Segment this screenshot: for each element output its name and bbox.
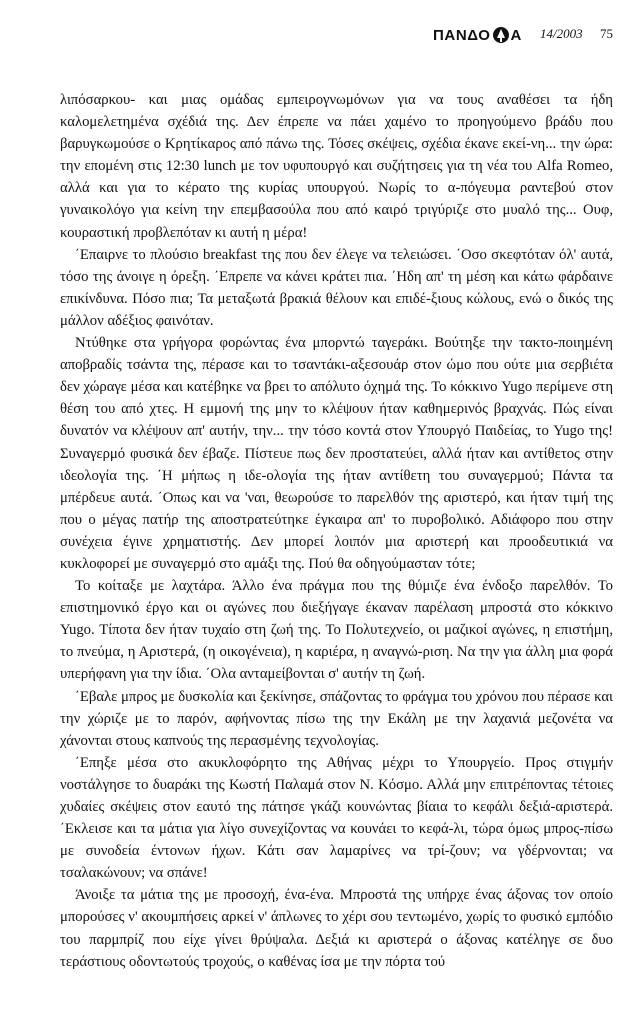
journal-logo [433,24,522,46]
paragraph: ΄Επηξε μέσα στο ακυκλοφόρητο της Αθήνας μέχρι το Υπουργείο. Προς στιγμήν νοστάλγησε το δυαράκι της Κωστή Παλαμά στον Ν. Κόσμο. Αλλά μην επιτρέποντας τέτοιες χυδαίες σκέψεις στον εαυτό της πάτησε γκάζι κουνώντας βίαια το κεφάλι δεξιά-αριστερά. ΄Εκλεισε και τα μάτια για λίγο συνεχίζοντας να κουνάει το κεφά-λι, τώρα όμως μπρος-πίσω με συνοδεία έντονων ήχων. Κάτι σαν λαμαρίνες να τρί-ζουν; να γδέρνονται; να τσαλακώνουν; να σπάνε! [60,754,613,882]
paragraph: ΄Επαιρνε το πλούσιο breakfast της που δεν έλεγε να τελειώσει. ΄Οσο σκεφτόταν όλ' αυτά, τόσο της άνοιγε η όρεξη. ΄Επρεπε να κάνει κράτει πια. ΄Ηδη απ' τη μέση και κάτω φάρδαινε επικίνδυνα. Πόσο πια; Τα μεταξωτά βρακιά θέλουν και επιδέ-ξιους κώλους, ενώ ο δικός της μάλλον αδέξιος φαινόταν. [60,246,613,329]
paragraph: λιπόσαρκου- και μιας ομάδας εμπειρογνωμόνων για να τους αναθέσει τα ήδη καλομελετημένα σχέδιά της. Δεν έπρεπε να πάει χαμένο το προηγούμενο βράδυ που βαρυγκωμούσε ο Κρητίκαρος από πάνω της. Τόσες σκέψεις, σχέδια έκανε εκεί-νη... την ώρα: την επομένη στις 12:30 lunch με τον υφυπουργό και συζήτησεις για τη νέα του Alfa Romeo, αλλά και για το κέρατο της κυρίας υπουργού. Νωρίς το α-πόγευμα ραντεβού στον γυναικολόγο για κείνη την επεμβασούλα που από καιρό τριγύριζε στο μυαλό της... Ουφ, κουραστική προβλεπόταν κι αυτή η μέρα! [60,92,613,241]
page-number: 75 [600,26,613,41]
journal-emblem-icon [492,26,510,44]
issue-number: 14/2003 [540,26,583,41]
article-body [60,89,613,973]
paragraph: Το κοίταξε με λαχτάρα. Άλλο ένα πράγμα που της θύμιζε ένα ένδοξο παρελθόν. Το επιστημονικό έργο και οι αγώνες που διεξήγαγε έκαναν παρέλαση μπροστά στο κόκκινο Yugo. Τίποτα δεν ήταν τυχαίο στη ζωή της. Το Πολυτεχνείο, οι μαζικοί αγώνες, η επιστήμη, το πνεύμα, η Αριστερά, (η οικογένεια), η καριέρα, η αναγνώ-ριση. Να την για άλλη μια φορά υπερήφανη για την ίδια. ΄Ολα ανταμείβονται σ' αυτήν τη ζωή. [60,578,613,683]
paragraph: Ντύθηκε στα γρήγορα φορώντας ένα μπορντώ ταγεράκι. Βούτηξε την τακτο-ποιημένη αποβραδίς τσάντα της, πέρασε και το τσαντάκι-αξεσουάρ στον ώμο που ούτε μια σερβιέτα δεν χώραγε μέσα και κατέβηκε να βρει το απόλυτο όχημά της. Το κόκκινο Yugo περίμενε στη θέση του από χτες. Η εμμονή της μην το κλέψουν ήταν καθημερινός βραχνάς. Πώς είναι δυνατόν να κλέψουν απ' αυτήν, την... την τόσο κοντά στον Υπουργό Παιδείας, το Yugo της! Συναγερμό φυσικά δεν έβαζε. Πίστευε πως δεν προστατεύει, αλλά ήταν και αντίθετος στην ιδεολογία της. ΄Η μήπως η ιδε-ολογία της ήταν αντίθετη του συναγερμού; Πάντα τα μπέρδευε αυτά. ΄Οπως και να 'ναι, θεωρούσε το παρελθόν της αριστερό, και ήταν τιμή της που ο μέγας πατήρ της αποστρατεύτηκε έγκαιρα απ' το πυροβολικό. Αδιάφορο που στην συνέχεια έγινε χρηματιστής. Δεν μπορεί λοιπόν μια αριστερή και προοδευτικιά να κυκλοφορεί με συναγερμό στο αμάξι της. Πού θα οδηγούμασταν τότε; [60,335,613,572]
journal-name-right: Α [510,26,522,44]
journal-name-left: ΠΑΝΔΟ [433,26,491,44]
running-header [0,24,618,48]
paragraph: Άνοιξε τα μάτια της με προσοχή, ένα-ένα. Μπροστά της υπήρχε ένας άξονας τον οποίο μπορούσες ν' ακουμπήσεις αρκεί ν' άπλωνες το χέρι σου τεντωμένο, χωρίς το φυσικό εμπόδιο του παρμπρίζ που είχε γίνει θρύψαλα. Δεξιά κι αριστερά ο άξονας κατέληγε σε δυο τεράστιους οδοντωτούς τροχούς, ο καθένας ίσα με την πόρτα τού [60,887,613,970]
paragraph: ΄Εβαλε μπρος με δυσκολία και ξεκίνησε, σπάζοντας το φράγμα του χρόνου που πέρασε και την χώριζε με το παρόν, αφήνοντας πίσω της την Εκάλη με την λαχανιά μεζονέτα να χάνονται στους καπνούς της περασμένης τεχνολογίας. [60,688,613,749]
